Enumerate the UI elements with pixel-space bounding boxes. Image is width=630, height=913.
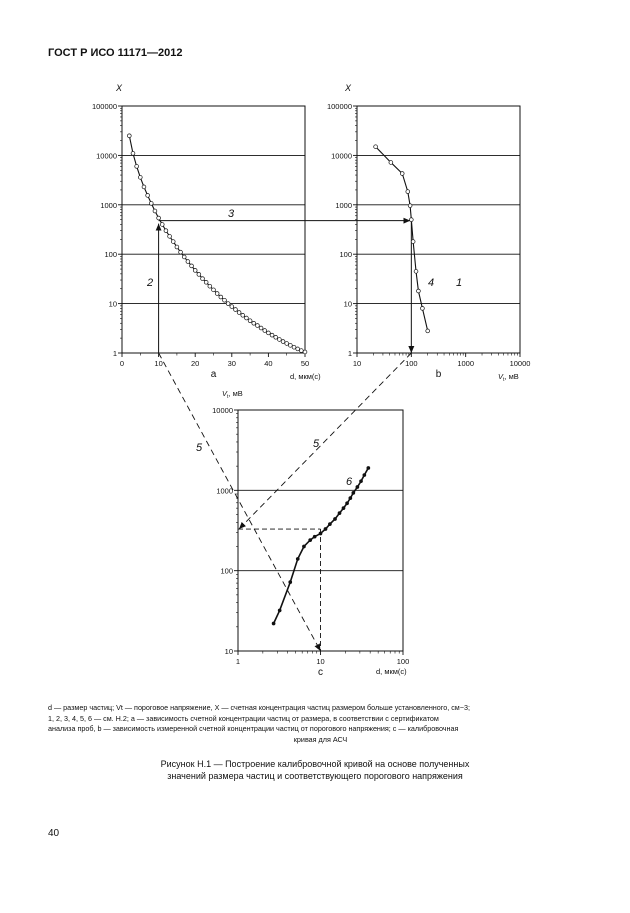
plot-frame-a bbox=[122, 106, 305, 353]
data-point bbox=[409, 218, 413, 222]
x-tick-label: 1000 bbox=[457, 359, 475, 368]
data-point bbox=[299, 349, 303, 353]
data-point bbox=[248, 319, 252, 323]
y-tick-label: 10 bbox=[108, 299, 117, 309]
y-tick-label: 1 bbox=[112, 349, 117, 358]
data-point bbox=[313, 535, 316, 538]
data-point bbox=[296, 347, 300, 351]
data-point bbox=[400, 172, 404, 176]
axis-label-d-c: d, мкм(c) bbox=[376, 667, 407, 676]
x-tick-label: 10000 bbox=[509, 359, 531, 368]
data-point bbox=[328, 523, 331, 526]
data-point bbox=[281, 340, 285, 344]
legend-line-4: кривая для АСЧ bbox=[293, 734, 348, 744]
data-point bbox=[256, 324, 260, 328]
data-point bbox=[234, 308, 238, 312]
data-point bbox=[230, 305, 234, 309]
data-point bbox=[274, 335, 278, 339]
data-point bbox=[338, 512, 341, 515]
plot-frame-b bbox=[357, 106, 520, 353]
data-point bbox=[149, 201, 153, 205]
y-tick-label: 10 bbox=[224, 647, 233, 656]
data-point bbox=[197, 273, 201, 277]
annotation-4: 4 bbox=[428, 277, 435, 289]
data-point bbox=[363, 474, 366, 477]
data-point bbox=[171, 240, 175, 244]
data-point bbox=[406, 190, 410, 194]
x-tick-label: 50 bbox=[300, 359, 310, 368]
data-point bbox=[153, 209, 157, 213]
data-point bbox=[182, 255, 186, 259]
page-number: 40 bbox=[48, 828, 60, 839]
y-tick-label: 1 bbox=[347, 349, 352, 358]
data-point bbox=[324, 528, 327, 531]
data-point bbox=[131, 151, 135, 155]
data-point bbox=[127, 134, 131, 138]
arrow-5-right bbox=[239, 353, 411, 529]
data-point bbox=[346, 502, 349, 505]
x-tick-label: 40 bbox=[264, 359, 273, 368]
y-tick-label: 100000 bbox=[326, 102, 352, 111]
data-point bbox=[201, 277, 205, 281]
x-tick-label: 10 bbox=[154, 359, 163, 368]
y-tick-label: 1000 bbox=[100, 200, 117, 210]
annotation-6: 6 bbox=[346, 476, 353, 488]
x-tick-label: 100 bbox=[405, 359, 418, 368]
data-point bbox=[426, 329, 430, 333]
data-point bbox=[179, 250, 183, 254]
annotation-3: 3 bbox=[228, 208, 235, 220]
data-point bbox=[186, 260, 190, 264]
data-point bbox=[302, 545, 305, 548]
data-point bbox=[342, 507, 345, 510]
annotation-5-left: 5 bbox=[196, 442, 203, 454]
data-point bbox=[277, 338, 281, 342]
data-point bbox=[208, 284, 212, 288]
data-point bbox=[263, 329, 267, 333]
data-point bbox=[142, 185, 146, 189]
y-tick-label: 10000 bbox=[212, 406, 233, 415]
caption-line-1: Рисунок Н.1 — Построение калибровочной кривой на основе полученных bbox=[160, 759, 470, 769]
y-tick-label: 1000 bbox=[335, 200, 352, 210]
data-point bbox=[245, 316, 249, 320]
x-tick-label: 10 bbox=[316, 657, 325, 666]
y-tick-label: 100 bbox=[104, 250, 117, 260]
figure-caption bbox=[0, 758, 630, 782]
x-tick-label: 10 bbox=[352, 359, 362, 368]
axis-label-d-a: d, мкм(c) bbox=[290, 372, 321, 381]
axis-label-x-b: X bbox=[345, 83, 352, 93]
data-point bbox=[241, 313, 245, 317]
legend-line-1: d — размер частиц; Vt — пороговое напряжение, X — счетная концентрация частиц размером больше установленного, см−3; bbox=[48, 703, 470, 712]
data-point bbox=[190, 264, 194, 268]
data-point bbox=[212, 288, 216, 292]
data-point bbox=[252, 321, 256, 325]
data-point bbox=[292, 345, 296, 349]
x-tick-label: 100 bbox=[396, 657, 410, 666]
data-point bbox=[223, 298, 227, 302]
data-point bbox=[215, 292, 219, 296]
y-tick-label: 10000 bbox=[96, 151, 117, 161]
figure-legend bbox=[48, 703, 593, 745]
x-tick-label: 20 bbox=[191, 359, 200, 368]
legend-line-3: анализа проб, b — зависимость измеренной счетной концентрации частиц от порогового напряжения; c — калибровочная bbox=[48, 724, 459, 733]
data-point bbox=[219, 295, 223, 299]
data-point bbox=[272, 622, 275, 625]
data-point bbox=[319, 532, 322, 535]
x-tick-label: 1 bbox=[235, 657, 241, 666]
legend-line-2: 1, 2, 3, 4, 5, 6 — см. Н.2; a — зависимость счетной концентрации частиц от размера, в соответствии с сертификатом bbox=[48, 713, 439, 723]
data-point bbox=[146, 193, 150, 197]
data-point bbox=[374, 145, 378, 149]
data-point bbox=[193, 268, 197, 272]
data-point bbox=[164, 229, 168, 233]
data-point bbox=[289, 581, 292, 584]
axis-label-vt-c: $V_t$, мВ bbox=[222, 389, 243, 400]
y-tick-label: 100 bbox=[220, 566, 233, 576]
data-point bbox=[160, 223, 164, 227]
data-point bbox=[270, 333, 274, 337]
data-point bbox=[408, 204, 412, 208]
annotation-1: 1 bbox=[456, 277, 463, 289]
data-point bbox=[356, 486, 359, 489]
data-point bbox=[157, 216, 161, 220]
y-tick-label: 10000 bbox=[331, 151, 352, 161]
data-point bbox=[421, 306, 425, 310]
data-point bbox=[135, 164, 139, 168]
data-point bbox=[414, 269, 418, 273]
data-point bbox=[267, 331, 271, 335]
data-point bbox=[296, 557, 299, 560]
data-point bbox=[352, 491, 355, 494]
data-point bbox=[204, 280, 208, 284]
document-header: ГОСТ Р ИСО 11171—2012 bbox=[48, 47, 183, 59]
y-tick-label: 1000 bbox=[216, 486, 233, 496]
axis-label-vt-b: $V_t$, мВ bbox=[498, 372, 519, 383]
subplot-label-c: c bbox=[318, 667, 323, 678]
data-point bbox=[303, 350, 307, 354]
annotation-5-right: 5 bbox=[313, 438, 320, 450]
data-point bbox=[334, 517, 337, 520]
data-point bbox=[237, 311, 241, 315]
data-point bbox=[138, 175, 142, 179]
x-tick-label: 0 bbox=[119, 359, 125, 368]
data-point bbox=[285, 342, 289, 346]
subplot-label-b: b bbox=[435, 369, 442, 380]
data-point bbox=[360, 480, 363, 483]
data-point bbox=[349, 497, 352, 500]
data-point bbox=[259, 326, 263, 330]
data-point bbox=[411, 240, 415, 244]
data-point bbox=[288, 343, 292, 347]
subplot-label-a: a bbox=[210, 369, 217, 380]
data-point bbox=[417, 289, 421, 293]
data-point bbox=[278, 609, 281, 612]
y-tick-label: 10 bbox=[343, 299, 352, 309]
annotation-2: 2 bbox=[147, 277, 154, 289]
data-point bbox=[309, 539, 312, 542]
y-tick-label: 100000 bbox=[91, 102, 117, 111]
x-tick-label: 30 bbox=[227, 359, 236, 368]
data-point bbox=[168, 234, 172, 238]
y-tick-label: 100 bbox=[339, 250, 352, 260]
series-line-a bbox=[129, 136, 305, 352]
data-point bbox=[175, 245, 179, 249]
caption-line-2: значений размера частиц и соответствующего порогового напряжения bbox=[167, 771, 463, 781]
data-point bbox=[367, 466, 370, 469]
data-point bbox=[226, 302, 230, 306]
data-point bbox=[389, 161, 393, 165]
axis-label-x-a: X bbox=[116, 83, 123, 93]
